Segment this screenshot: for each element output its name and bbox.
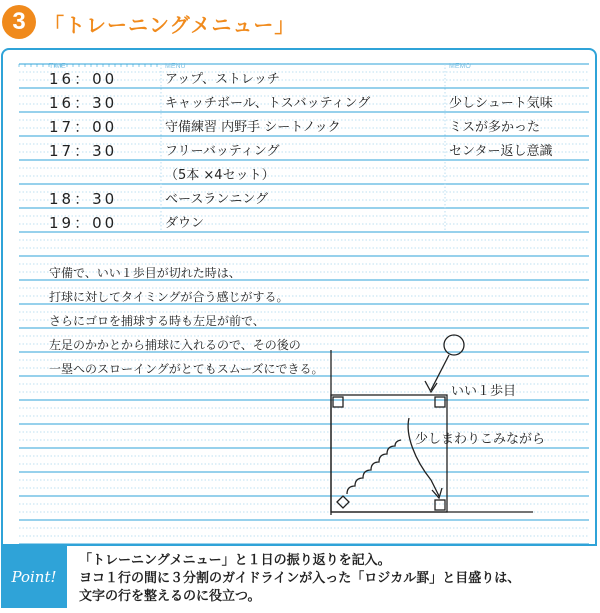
base-marker [435,397,445,407]
note-line: さらにゴロを捕球する時も左足が前で、 [49,314,265,328]
point-line: 文字の行を整えるのに役立つ。 [79,589,261,604]
ball-path-line [431,355,449,390]
note-line: 打球に対してタイミングが合う感じがする。 [49,290,289,304]
menu-cell: （5本 ×4セット） [165,168,275,183]
section-header [0,0,600,44]
home-plate [337,496,349,508]
section-title: 「トレーニングメニュー」 [44,13,296,37]
base-marker [333,397,343,407]
note-line: 左足のかかとから捕球に入れるので、その後の [49,338,301,352]
first-step-label: いい１歩目 [451,384,517,399]
rounding-label: 少しまわりこみながら [415,432,546,447]
menu-cell: 守備練習 内野手 シートノック [165,120,341,135]
ball-icon [444,335,464,355]
infield-diagram [3,50,597,550]
time-cell: 18：30 [49,190,118,208]
time-cell: 17：30 [49,142,118,160]
time-cell: 16：00 [49,70,118,88]
memo-cell: ミスが多かった [449,120,541,135]
infield-square [331,395,447,512]
point-text [79,552,520,606]
menu-cell: キャッチボール、トスバッティング [165,96,371,111]
column-header-menu: MENU [165,63,186,70]
section-number-badge: 3 [2,5,36,39]
column-header-memo: MEMO [449,63,471,70]
menu-cell: フリーバッティング [165,144,280,159]
menu-cell: アップ、ストレッチ [165,72,280,87]
memo-cell: センター返し意識 [449,144,553,159]
column-header-time: TIME [49,63,66,70]
notebook-page [1,48,597,608]
time-cell: 16：30 [49,94,118,112]
throw-path [347,440,401,494]
note-line: 一塁へのスローイングがとてもスムーズにできる。 [49,362,324,376]
memo-cell: 少しシュート気味 [449,96,553,111]
time-cell: 19：00 [49,214,118,232]
time-cell: 17：00 [49,118,118,136]
note-line: 守備で、いい１歩目が切れた時は、 [49,266,241,280]
menu-cell: ダウン [165,216,205,231]
point-line: ヨコ１行の間に３分割のガイドラインが入った「ロジカル罫」と目盛りは、 [79,571,521,586]
base-marker [435,500,445,510]
point-box [1,544,597,608]
menu-cell: ベースランニング [165,192,269,207]
point-line: 「トレーニングメニュー」と１日の振り返りを記入。 [79,553,391,568]
point-badge: Point! [1,546,67,608]
